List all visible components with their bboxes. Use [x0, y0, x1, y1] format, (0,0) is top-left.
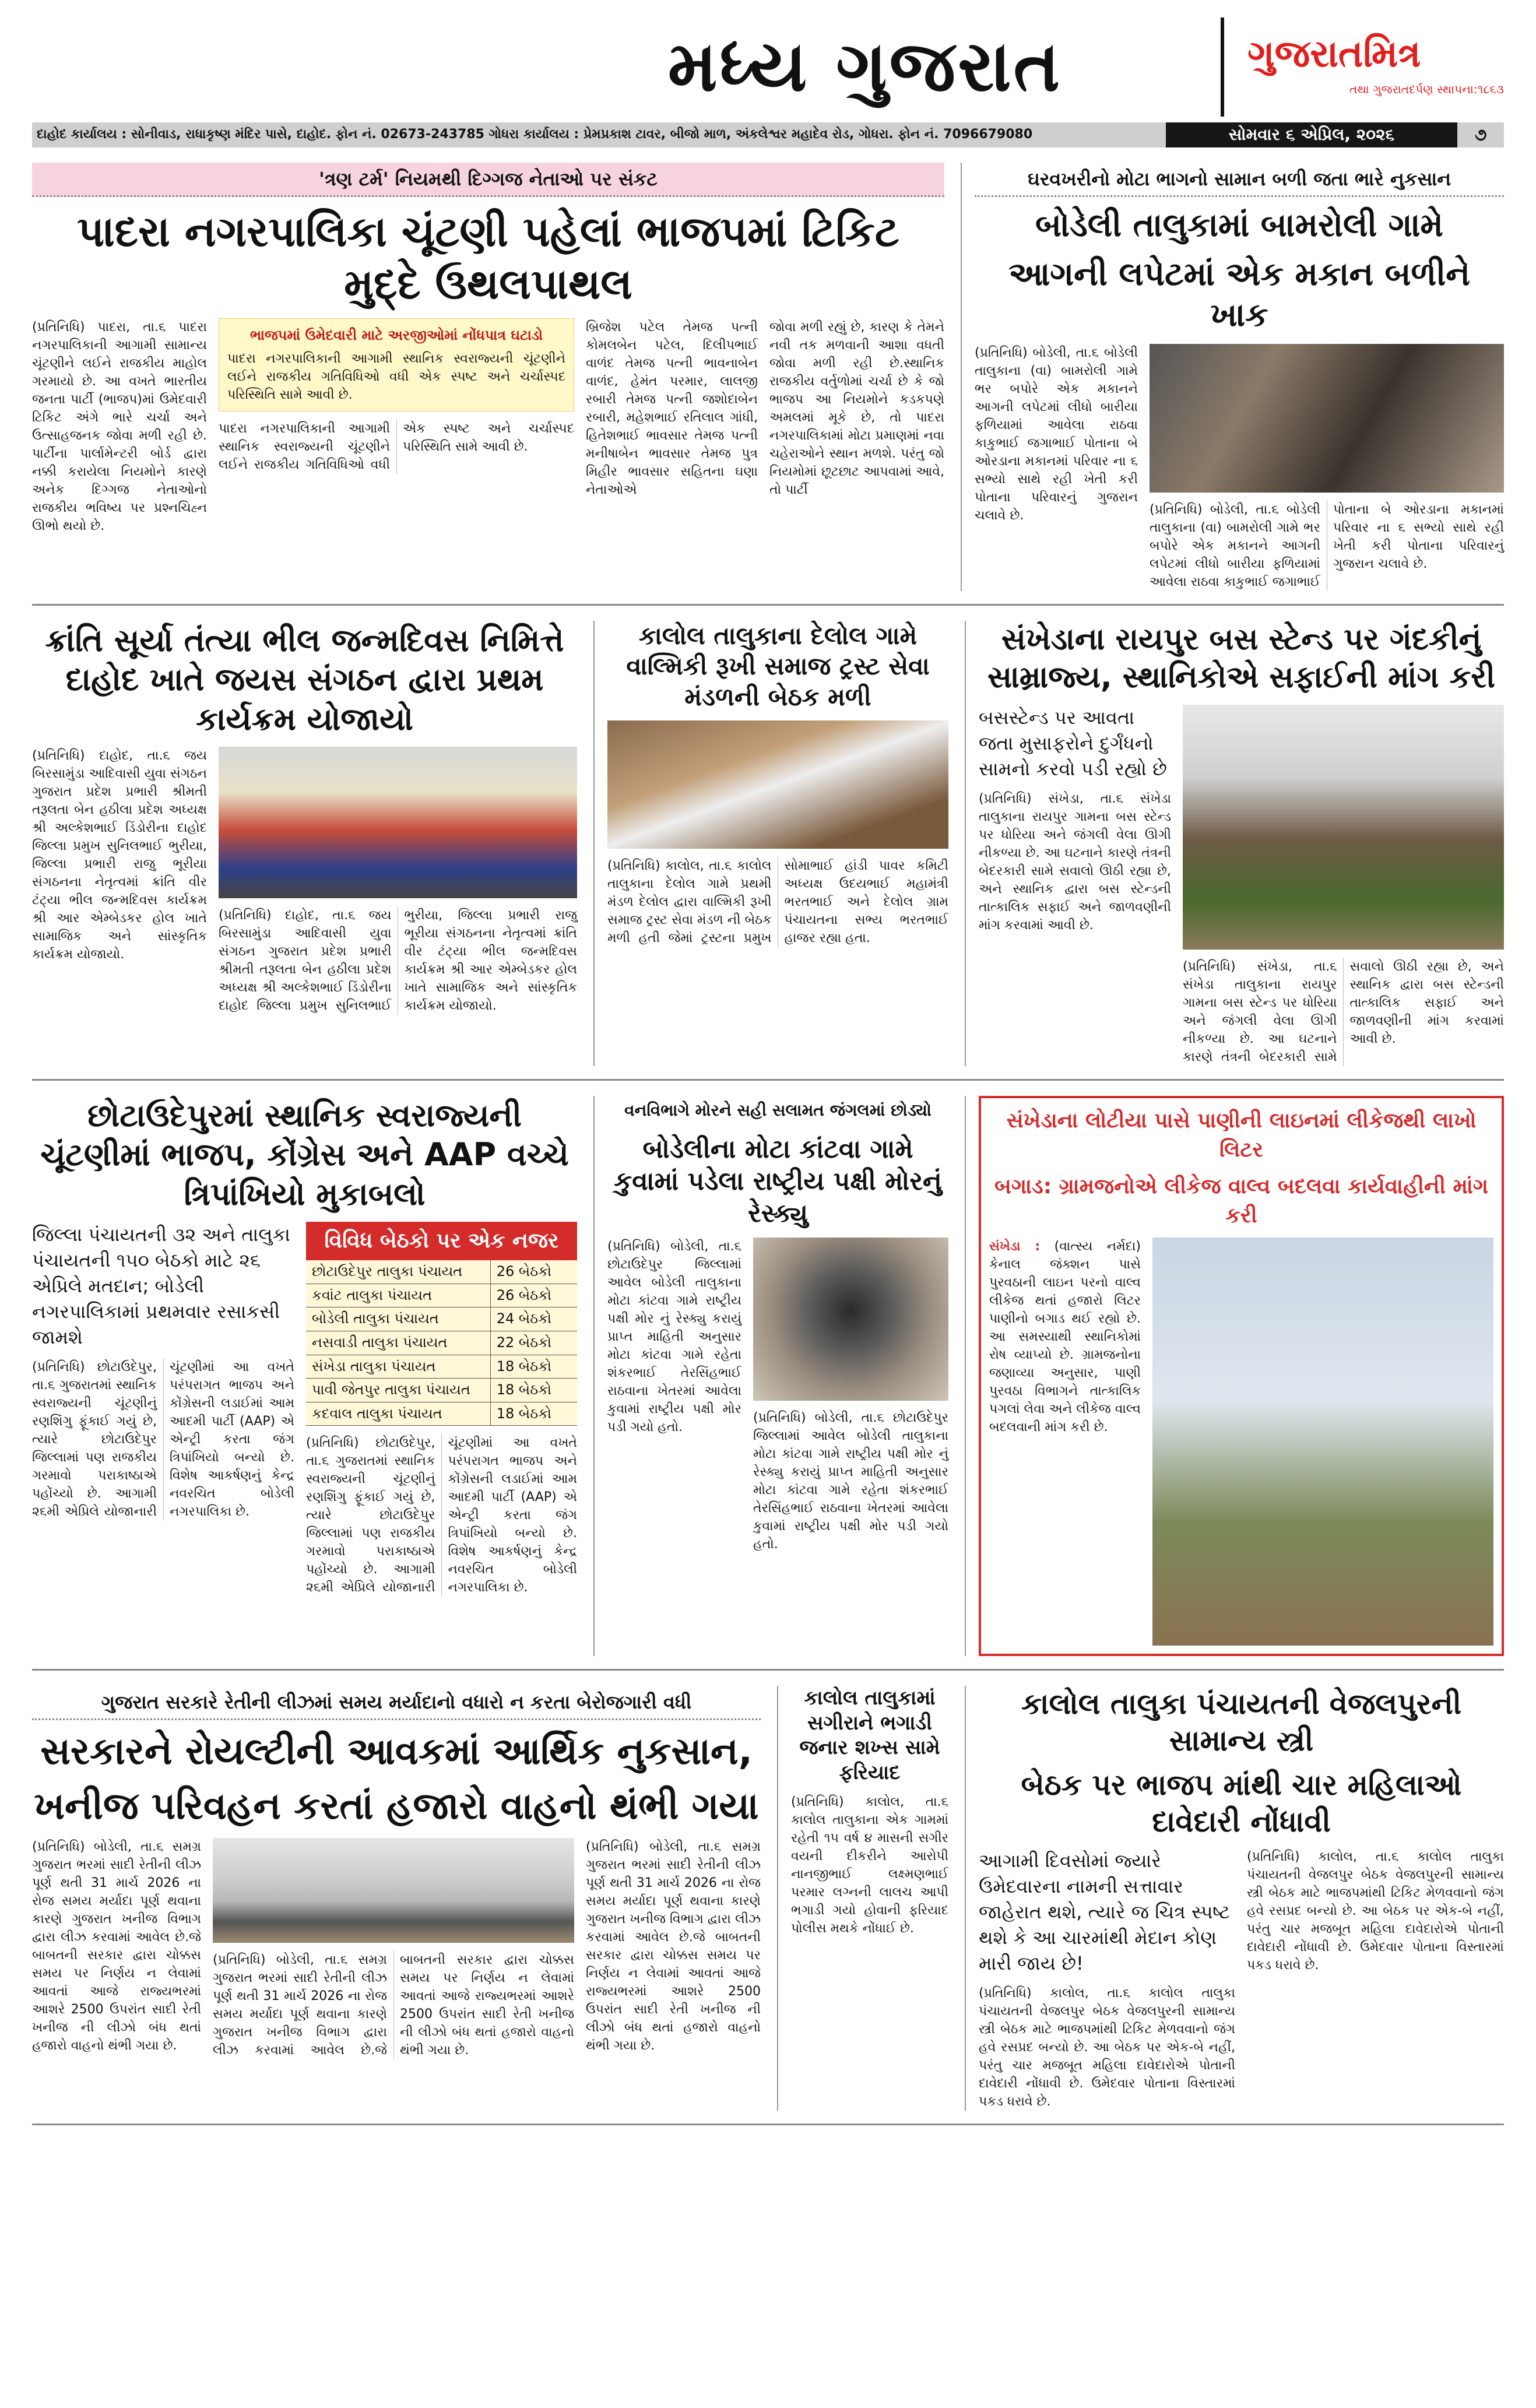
article-body: (વાત્સ્ય નર્મદા) કેનાલ જંક્શન પાસે પુરવઠાની લાઇન પરનો વાલ્વ લીકેજ થતાં હજારો લિટર પાણીનો બગાડ થઈ રહ્યો છે. આ સમસ્યાથી સ્થાનિકોમાં રોષ વ્યાપ્યો છે. ગ્રામજનોના જણાવ્યા અનુસાર, પાણી પુરવઠા વિભાગને તાત્કાલિક પગલાં લેવા અને લીકેજ વાલ્વ બદલવાની માંગ કરી છે. — [989, 1239, 1141, 1435]
table-row — [306, 1355, 577, 1379]
article-body: (પ્રતિનિધિ) બોડેલી, તા.૬ છોટાઉદેપુર જિલ્લામાં આવેલ બોડેલી તાલુકાના મોટા કાંટવા ગામે રાષ્ટ્રીય પક્ષી મોર નું રેસ્ક્યુ કરાયું પ્રાપ્ત માહિતી અનુસાર મોટા કાંટવા ગામે રહેતા શંકરભાઈ તેરસિંહભાઈ રાઠવાના ખેતરમાં આવેલા કુવામાં રાષ્ટ્રીય પક્ષી મોર પડી ગયો હતો. — [607, 1239, 741, 1435]
seat-count: 26 બેઠકો — [490, 1260, 577, 1284]
table-row — [306, 1402, 577, 1426]
row-4 — [32, 1686, 1504, 2125]
article-vejalpur-seat — [965, 1686, 1504, 2111]
sidebar-column — [219, 318, 574, 474]
article-body: (પ્રતિનિધિ) દાહોદ, તા.૬ જય બિરસામુંડા આદિવાસી યુવા સંગઠન ગુજરાત પ્રદેશ પ્રભારી શ્રીમતી તરૂલતા બેન હઠીલા પ્રદેશ અધ્યક્ષ શ્રી અલ્કેશભાઈ ડિંડોરીના દાહોદ જિલ્લા પ્રમુખ સુનિલભાઈ ભુરીયા, જિલ્લા પ્રભારી રાજુ ભૂરીયા સંગઠનના નેતૃત્વમાં ક્રાંતિ વીર ટંટ્યા ભીલ જન્મદિવસ કાર્યક્રમ શ્રી આર એમ્બેડકર હોલ ખાતે સામાજિક અને સાંસ્કૃતિક કાર્યક્રમ યોજાયો. — [32, 748, 207, 962]
article-headline: કાલોલ તાલુકા પંચાયતની વેજલપુરની સામાન્ય સ્ત્રી — [1021, 1687, 1462, 1757]
sidebar-box-body: પાદરા નગરપાલિકાની આગામી સ્થાનિક સ્વરાજ્યની ચૂંટણીને લઈને રાજકીય ગતિવિધિઓ વધી એક સ્પષ્ટ અને ચર્ચાસ્પદ પરિસ્થિતિ સામે આવી છે. — [227, 351, 565, 403]
peacock-well-photo — [753, 1238, 948, 1401]
article-headline: છોટાઉદેપુરમાં સ્થાનિક સ્વરાજ્યની ચૂંટણીમાં ભાજપ, કોંગ્રેસ અને AAP વચ્ચે ત્રિપાંખિયો મુકાબલો — [40, 1096, 569, 1212]
article-body: બ્રિજેશ પટેલ તેમજ પત્ની કોમલબેન પટેલ, દિલીપભાઈ વાળંદ તેમજ પત્ની ભાવનાબેન વાળંદ, હેમંત પરમાર, લાલજી રબારી તેમજ પત્ની જશોદાબેન રબારી, મહેશભાઈ રતિલાલ ગાંધી, હિતેશભાઈ ભાવસાર તેમજ પત્ની મનીષાબેન ભાવસાર તેમજ પુત્ર મિહીર ભાવસાર સહિતના ઘણા નેતાઓએ — [586, 319, 758, 497]
article-body: (પ્રતિનિધિ) કાલોલ, તા.૬ કાલોલ તાલુકા પંચાયતની વેજલપુર બેઠક વેજલપુરની સામાન્ય સ્ત્રી બેઠક માટે ભાજપમાંથી ટિકિટ મેળવવાનો જંગ હવે રસપ્રદ બન્યો છે. આ બેઠક પર એક-બે નહીં, પરંતુ ચાર મજબૂત મહિલા દાવેદારોએ પોતાની દાવેદારી નોંધાવી છે. ઉમેદવાર પોતાના વિસ્તારમાં પકડ ધરાવે છે. — [979, 1986, 1235, 2110]
article-subheadline: આગામી દિવસોમાં જ્યારે ઉમેદવારના નામની સત્તાવાર જાહેરાત થશે, ત્યારે જ ચિત્ર સ્પષ્ટ થશે કે આ ચારમાંથી મેદાન કોણ મારી જાય છે! — [979, 1850, 1231, 1975]
row-2 — [32, 621, 1504, 1081]
newspaper-logo — [1247, 32, 1504, 103]
table-row — [306, 1284, 577, 1307]
article-subheadline: બસસ્ટેન્ડ પર આવતા જતા મુસાફરોને દુર્ગંધનો સામનો કરવો પડી રહ્યો છે — [979, 706, 1167, 780]
photo-column — [1150, 344, 1504, 591]
info-bar — [32, 122, 1504, 147]
article-headline: સંખેડાના લોટીયા પાસે પાણીની લાઇનમાં લીકેજથી લાખો લિટર — [1006, 1108, 1477, 1162]
article-padra — [32, 163, 944, 591]
article-body: (પ્રતિનિધિ) બોડેલી, તા.૬ છોટાઉદેપુર જિલ્લામાં આવેલ બોડેલી તાલુકાના મોટા કાંટવા ગામે રાષ્ટ્રીય પક્ષી મોર નું રેસ્ક્યુ કરાયું પ્રાપ્ત માહિતી અનુસાર મોટા કાંટવા ગામે રહેતા શંકરભાઈ તેરસિંહભાઈ રાઠવાના ખેતરમાં આવેલા કુવામાં રાષ્ટ્રીય પક્ષી મોર પડી ગયો હતો. — [753, 1410, 948, 1552]
text-column — [979, 705, 1171, 934]
panchayat-name: કદવાલ તાલુકા પંચાયત — [306, 1402, 490, 1426]
dateline: સંખેડા : — [989, 1239, 1041, 1254]
table-column — [306, 1222, 577, 1597]
article-body: (પ્રતિનિધિ) બોડેલી, તા.૬ સમગ્ર ગુજરાત ભરમાં સાદી રેતીની લીઝ પૂર્ણ થતી 31 માર્ચ 2026 ના રોજ સમય મર્યાદા પૂર્ણ થવાના કારણે ગુજરાત ખનીજ વિભાગ દ્વારા લીઝ કરવામાં આવેલ છે.જે બાબતની સરકાર દ્વારા ચોક્કસ સમય પર નિર્ણય ન લેવામાં આવતાં આજે રાજ્યભરમાં આશરે 2500 ઉપરાંત સાદી રેતી ખનીજ ની લીઝો બંધ થતાં હજારો વાહનો થંભી ગયા છે. — [213, 1953, 574, 2058]
article-body: (પ્રતિનિધિ) બોડેલી, તા.૬ બોડેલી તાલુકાના (વા) બામરોલી ગામે ભર બપોરે એક મકાનને આગની લપેટમાં લીધો બારીયા ફળિયામાં આવેલા રાઠવા કાકુભાઈ જગાભાઈ પોતાના બે ઓરડાના મકાનમાં પરિવાર ના ૬ સભ્યો સાથે રહી ખેતી કરી પોતાના પરિવારનું ગુજરાન ચલાવે છે. — [975, 345, 1138, 523]
panchayat-name: પાવી જેતપુર તાલુકા પંચાયત — [306, 1379, 490, 1402]
panchayat-name: સંખેડા તાલુકા પંચાયત — [306, 1355, 490, 1379]
article-headline: બોડેલી તાલુકામાં બામરોલી ગામે — [1035, 206, 1443, 244]
article-kicker: ગુજરાત સરકારે રેતીની લીઝમાં સમય મર્યાદાનો વધારો ન કરતા બેરોજગારી વધી — [32, 1686, 761, 1720]
row-1 — [32, 163, 1504, 606]
article-body-wrap — [989, 1238, 1141, 1436]
fire-debris-photo — [1150, 344, 1504, 493]
logo-subtitle: તથા ગુજરાતદર્પણ સ્થાપના:૧૮૬૩ — [1349, 82, 1504, 97]
article-kicker: ઘરવખરીનો મોટા ભાગનો સામાન બળી જતા ભારે નુકસાન — [975, 163, 1504, 197]
article-peacock-rescue — [593, 1096, 948, 1657]
article-bodeli-fire — [961, 163, 1504, 591]
article-raipur-bus-stand — [965, 621, 1504, 1066]
article-columns — [975, 344, 1504, 591]
article-headline: કાલોલ તાલુકામાં સગીરાને ભગાડી જનાર શખ્સ સામે ફરિયાદ — [799, 1686, 940, 1784]
seats-table — [306, 1260, 577, 1426]
seat-count: 18 બેઠકો — [490, 1355, 577, 1379]
bus-stand-photo — [1183, 705, 1504, 950]
article-subheadline: જિલ્લા પંચાયતની ૩૨ અને તાલુકા પંચાયતની ૧૫૦ બેઠકો માટે ૨૬ એપ્રિલે મતદાન; બોડેલી નગરપાલિકામાં પ્રથમવાર રસાકસી જામશે — [32, 1224, 290, 1349]
article-body: (પ્રતિનિધિ) બોડેલી, તા.૬ બોડેલી તાલુકાના (વા) બામરોલી ગામે ભર બપોરે એક મકાનને આગની લપેટમાં લીધો બારીયા ફળિયામાં આવેલા રાઠવા કાકુભાઈ જગાભાઈ પોતાના બે ઓરડાના મકાનમાં પરિવાર ના ૬ સભ્યો સાથે રહી ખેતી કરી પોતાના પરિવારનું ગુજરાન ચલાવે છે. — [1150, 502, 1504, 589]
panchayat-name: બોડેલી તાલુકા પંચાયત — [306, 1307, 490, 1331]
seat-count: 22 બેઠકો — [490, 1331, 577, 1355]
seat-count: 18 બેઠકો — [490, 1379, 577, 1402]
article-columns — [32, 1838, 761, 2059]
article-body: (પ્રતિનિધિ) કાલોલ, તા.૬ કાલોલ તાલુકાના એક ગામમાં રહેતી ૧૫ વર્ષ ૪ માસની સગીર વયની દીકરીને આરોપી નાનજીભાઈ લક્ષ્મણભાઈ પરમાર લગ્નની લાલચ આપી ભગાડી ગયો હોવાની ફરિયાદ પોલીસ મથકે નોંધાઈ છે. — [791, 1795, 948, 1936]
article-columns — [607, 1238, 948, 1553]
article-headline: આગની લપેટમાં એક મકાન બળીને ખાક — [1008, 255, 1470, 334]
article-body: (પ્રતિનિધિ) છોટાઉદેપુર, તા.૬ ગુજરાતમાં સ્થાનિક સ્વરાજ્યની ચૂંટણીનું રણશિંગુ ફૂંકાઈ ગયું છે, ત્યારે છોટાઉદેપુર જિલ્લામાં પણ રાજકીય ગરમાવો પરાકાષ્ઠાએ પહોંચ્યો છે. આગામી ૨૬મી એપ્રિલે યોજાનારી ચૂંટણીમાં આ વખતે પરંપરાગત ભાજપ અને કોંગ્રેસની લડાઈમાં આમ આદમી પાર્ટી (AAP) એ એન્ટ્રી કરતા જંગ ત્રિપાંખિયો બન્યો છે. વિશેષ આકર્ષણનું કેન્દ્ર નવરચિત બોડેલી નગરપાલિકા છે. — [32, 1360, 294, 1520]
article-body: (પ્રતિનિધિ) સંખેડા, તા.૬ સંખેડા તાલુકાના રાયપુર ગામના બસ સ્ટેન્ડ પર ધોરિયા અને જંગલી વેલા ઊગી નીકળ્યા છે. આ ઘટનાને કારણે તંત્રની બેદરકારી સામે સવાલો ઊઠી રહ્યા છે, અને સ્થાનિક દ્વારા બસ સ્ટેન્ડની તાત્કાલિક સફાઈ અને જાળવણીની માંગ કરવામાં આવી છે. — [1183, 959, 1504, 1064]
meeting-photo — [607, 720, 948, 849]
article-columns — [979, 1848, 1504, 2111]
article-columns — [32, 318, 944, 535]
seat-count: 18 બેઠકો — [490, 1402, 577, 1426]
article-headline: બોડેલીના મોટા કાંટવા ગામે કુવામાં પડેલા રાષ્ટ્રીય પક્ષી મોરનું રેસ્ક્યુ — [614, 1134, 942, 1228]
photo-column — [1183, 705, 1504, 1066]
article-chhotaudepur-election — [32, 1096, 577, 1657]
photo-column — [219, 747, 577, 1015]
article-body: જોવા મળી રહ્યું છે, કારણ કે તેમને નવી તક મળવાની આશા વધતી જોવા મળી રહી છે.સ્થાનિક રાજકીય વર્તુળોમાં ચર્ચા છે કે જો ભાજપ આ નિયમોને કડકપણે અમલમાં મૂકે છે, તો પાદરા નગરપાલિકામાં મોટા પ્રમાણમાં નવા ચહેરાઓને સ્થાન મળશે. પરંતુ જો નિયમોમાં છૂટછાટ આપવામાં આવે, તો પાર્ટી — [769, 319, 944, 497]
article-body: (પ્રતિનિધિ) સંખેડા, તા.૬ સંખેડા તાલુકાના રાયપુર ગામના બસ સ્ટેન્ડ પર ધોરિયા અને જંગલી વેલા ઊગી નીકળ્યા છે. આ ઘટનાને કારણે તંત્રની બેદરકારી સામે સવાલો ઊઠી રહ્યા છે, અને સ્થાનિક દ્વારા બસ સ્ટેન્ડની તાત્કાલિક સફાઈ અને જાળવણીની માંગ કરવામાં આવી છે. — [979, 791, 1171, 933]
article-headline: સંખેડાના રાયપુર બસ સ્ટેન્ડ પર ગંદકીનું સામ્રાજ્ય, સ્થાનિકોએ સફાઈની માંગ કરી — [987, 621, 1496, 695]
water-spray-photo — [1152, 1238, 1493, 1646]
article-headline: બેઠક પર ભાજપ માંથી ચાર મહિલાઓ દાવેદારી નોંધાવી — [1021, 1768, 1462, 1838]
article-columns — [32, 1222, 577, 1597]
article-columns — [32, 747, 577, 1015]
seat-count: 24 બેઠકો — [490, 1307, 577, 1331]
article-water-leak-col — [965, 1096, 1504, 1657]
article-delol — [593, 621, 948, 1066]
article-body: (પ્રતિનિધિ) બોડેલી, તા.૬ સમગ્ર ગુજરાત ભરમાં સાદી રેતીની લીઝ પૂર્ણ થતી 31 માર્ચ 2026 ના રોજ સમય મર્યાદા પૂર્ણ થવાના કારણે ગુજરાત ખનીજ વિભાગ દ્વારા લીઝ કરવામાં આવેલ છે.જે બાબતની સરકાર દ્વારા ચોક્કસ સમય પર નિર્ણય ન લેવામાં આવતાં આજે રાજ્યભરમાં આશરે 2500 ઉપરાંત સાદી રેતી ખનીજ ની લીઝો બંધ થતાં હજારો વાહનો થંભી ગયા છે. — [32, 1840, 201, 2054]
article-body: (પ્રતિનિધિ) બોડેલી, તા.૬ સમગ્ર ગુજરાત ભરમાં સાદી રેતીની લીઝ પૂર્ણ થતી 31 માર્ચ 2026 ના રોજ સમય મર્યાદા પૂર્ણ થવાના કારણે ગુજરાત ખનીજ વિભાગ દ્વારા લીઝ કરવામાં આવેલ છે.જે બાબતની સરકાર દ્વારા ચોક્કસ સમય પર નિર્ણય ન લેવામાં આવતાં આજે રાજ્યભરમાં આશરે 2500 ઉપરાંત સાદી રેતી ખનીજ ની લીઝો બંધ થતાં હજારો વાહનો થંભી ગયા છે. — [586, 1840, 761, 2054]
article-body: (પ્રતિનિધિ) કાલોલ, તા.૬ કાલોલ તાલુકા પંચાયતની વેજલપુર બેઠક વેજલપુરની સામાન્ય સ્ત્રી બેઠક માટે ભાજપમાંથી ટિકિટ મેળવવાનો જંગ હવે રસપ્રદ બન્યો છે. આ બેઠક પર એક-બે નહીં, પરંતુ ચાર મજબૂત મહિલા દાવેદારોએ પોતાની દાવેદારી નોંધાવી છે. ઉમેદવાર પોતાના વિસ્તારમાં પકડ ધરાવે છે. — [1247, 1850, 1504, 1973]
article-water-leak — [979, 1096, 1504, 1657]
article-sand-lease — [32, 1686, 761, 2111]
panchayat-name: છોટાઉદેપુર તાલુકા પંચાયત — [306, 1260, 490, 1284]
logo-name: ગુજરાતમિત્ર — [1247, 32, 1421, 76]
seats-table-box — [306, 1222, 577, 1426]
article-kicker: 'ત્રણ ટર્મ' નિયમથી દિગ્ગજ નેતાઓ પર સંકટ — [32, 163, 944, 197]
office-address: દાહોદ કાર્યાલય : સોનીવાડ, રાધાકૃષ્ણ મંદિર પાસે, દાહોદ. ફોન નં. 02673-243785 ગોધરા કાર્યાલય : પ્રેમપ્રકાશ ટાવર, બીજો માળ, અંકલેશ્વર મહાદેવ રોડ, ગોધરા. ફોન નં. 7096679080 — [37, 127, 1033, 142]
page-number: ૭ — [1474, 124, 1487, 145]
article-tantya-bhil — [32, 621, 577, 1066]
table-row — [306, 1260, 577, 1284]
newspaper-section-title: મધ્ય ગુજરાત — [667, 26, 1063, 107]
article-body: (પ્રતિનિધિ) દાહોદ, તા.૬ જય બિરસામુંડા આદિવાસી યુવા સંગઠન ગુજરાત પ્રદેશ પ્રભારી શ્રીમતી તરૂલતા બેન હઠીલા પ્રદેશ અધ્યક્ષ શ્રી અલ્કેશભાઈ ડિંડોરીના દાહોદ જિલ્લા પ્રમુખ સુનિલભાઈ ભુરીયા, જિલ્લા પ્રભારી રાજુ ભૂરીયા સંગઠનના નેતૃત્વમાં ક્રાંતિ વીર ટંટ્યા ભીલ જન્મદિવસ કાર્યક્રમ શ્રી આર એમ્બેડકર હોલ ખાતે સામાજિક અને સાંસ્કૃતિક કાર્યક્રમ યોજાયો. — [219, 908, 577, 1014]
issue-date: સોમવાર ૬ એપ્રિલ, ૨૦૨૬ — [1166, 122, 1457, 147]
masthead — [32, 17, 1504, 117]
article-kicker: વનવિભાગે મોરને સહી સલામત જંગલમાં છોડ્યો — [624, 1100, 932, 1120]
article-headline: પાદરા નગરપાલિકા ચૂંટણી પહેલાં ભાજપમાં ટિકિટ મુદ્દે ઉથલપાથલ — [77, 206, 899, 308]
article-headline: સરકારને રોયલ્ટીની આવકમાં આર્થિક નુકસાન, — [40, 1730, 753, 1774]
article-body: (પ્રતિનિધિ) કાલોલ, તા.૬ કાલોલ તાલુકાના દેલોલ ગામે પ્રથમી મંડળ દેલોલ દ્વારા વાલ્મિકી રૂખી સમાજ ટ્રસ્ટ સેવા મંડળ ની બેઠક મળી હતી જેમાં ટ્રસ્ટના પ્રમુખ સોમાભાઈ હાંડી પાવર કમિટી અધ્યક્ષ ઉદયભાઈ મહામંત્રી ભરતભાઈ અને દેલોલ ગ્રામ પંચાયતના સભ્ય ભરતભાઈ હાજર રહ્યા હતા. — [607, 859, 948, 946]
article-headline: ક્રાંતિ સૂર્યા તંત્યા ભીલ જન્મદિવસ નિમિત્તે દાહોદ ખાતે જયસ સંગઠન દ્વારા પ્રથમ કાર્યક્રમ યોજાયો — [45, 621, 564, 737]
trucks-photo — [213, 1838, 574, 1943]
masthead-divider — [1221, 17, 1224, 117]
article-headline: કાલોલ તાલુકાના દેલોલ ગામે વાલ્મિકી રૂખી સમાજ ટ્રસ્ટ સેવા મંડળની બેઠક મળી — [626, 621, 930, 711]
sidebar-box — [219, 318, 574, 412]
table-row — [306, 1379, 577, 1402]
text-column — [979, 1848, 1235, 2111]
article-kalol-complaint — [777, 1686, 948, 2111]
seats-table-title: વિવિધ બેઠકો પર એક નજર — [306, 1222, 577, 1260]
table-row — [306, 1307, 577, 1331]
row-3 — [32, 1096, 1504, 1671]
event-group-photo — [219, 747, 577, 898]
panchayat-name: નસવાડી તાલુકા પંચાયત — [306, 1331, 490, 1355]
article-body: (પ્રતિનિધિ) પાદરા, તા.૬ પાદરા નગરપાલિકાની આગામી સામાન્ય ચૂંટણીને લઈને રાજકીય માહોલ ગરમાયો છે. આ વખતે ભારતીય જનતા પાર્ટી (ભાજપ)માં ઉમેદવારી ટિકિટ અંગે ભારે ચર્ચા અને ઉત્સાહજનક જોવા મળી રહી છે. પાર્ટીના પાર્લામેન્ટરી બોર્ડ દ્વારા નક્કી કરાયેલા નિયમોને કારણે અનેક દિગ્ગજ નેતાઓનો રાજકીય ભવિષ્ય પર પ્રશ્નચિહ્ન ઊભો થયો છે. — [32, 319, 207, 533]
article-columns — [979, 705, 1504, 1066]
sidebar-box-title: ભાજપમાં ઉમેદવારી માટે અરજીઓમાં નોંધપાત્ર ઘટાડો — [249, 326, 543, 343]
text-column — [32, 1222, 294, 1521]
seat-count: 26 બેઠકો — [490, 1284, 577, 1307]
article-body: પાદરા નગરપાલિકાની આગામી સ્થાનિક સ્વરાજ્યની ચૂંટણીને લઈને રાજકીય ગતિવિધિઓ વધી એક સ્પષ્ટ અને ચર્ચાસ્પદ પરિસ્થિતિ સામે આવી છે. — [219, 421, 574, 473]
panchayat-name: કવાંટ તાલુકા પંચાયત — [306, 1284, 490, 1307]
table-row — [306, 1331, 577, 1355]
photo-column — [213, 1838, 574, 2059]
article-columns — [989, 1238, 1493, 1646]
article-headline: બગાડ: ગ્રામજનોએ લીકેજ વાલ્વ બદલવા કાર્યવાહીની માંગ કરી — [994, 1174, 1489, 1228]
article-body: (પ્રતિનિધિ) છોટાઉદેપુર, તા.૬ ગુજરાતમાં સ્થાનિક સ્વરાજ્યની ચૂંટણીનું રણશિંગુ ફૂંકાઈ ગયું છે, ત્યારે છોટાઉદેપુર જિલ્લામાં પણ રાજકીય ગરમાવો પરાકાષ્ઠાએ પહોંચ્યો છે. આગામી ૨૬મી એપ્રિલે યોજાનારી ચૂંટણીમાં આ વખતે પરંપરાગત ભાજપ અને કોંગ્રેસની લડાઈમાં આમ આદમી પાર્ટી (AAP) એ એન્ટ્રી કરતા જંગ ત્રિપાંખિયો બન્યો છે. વિશેષ આકર્ષણનું કેન્દ્ર નવરચિત બોડેલી નગરપાલિકા છે. — [306, 1436, 577, 1595]
photo-column — [753, 1238, 948, 1553]
article-headline: ખનીજ પરિવહન કરતાં હજારો વાહનો થંભી ગયા — [34, 1785, 759, 1829]
